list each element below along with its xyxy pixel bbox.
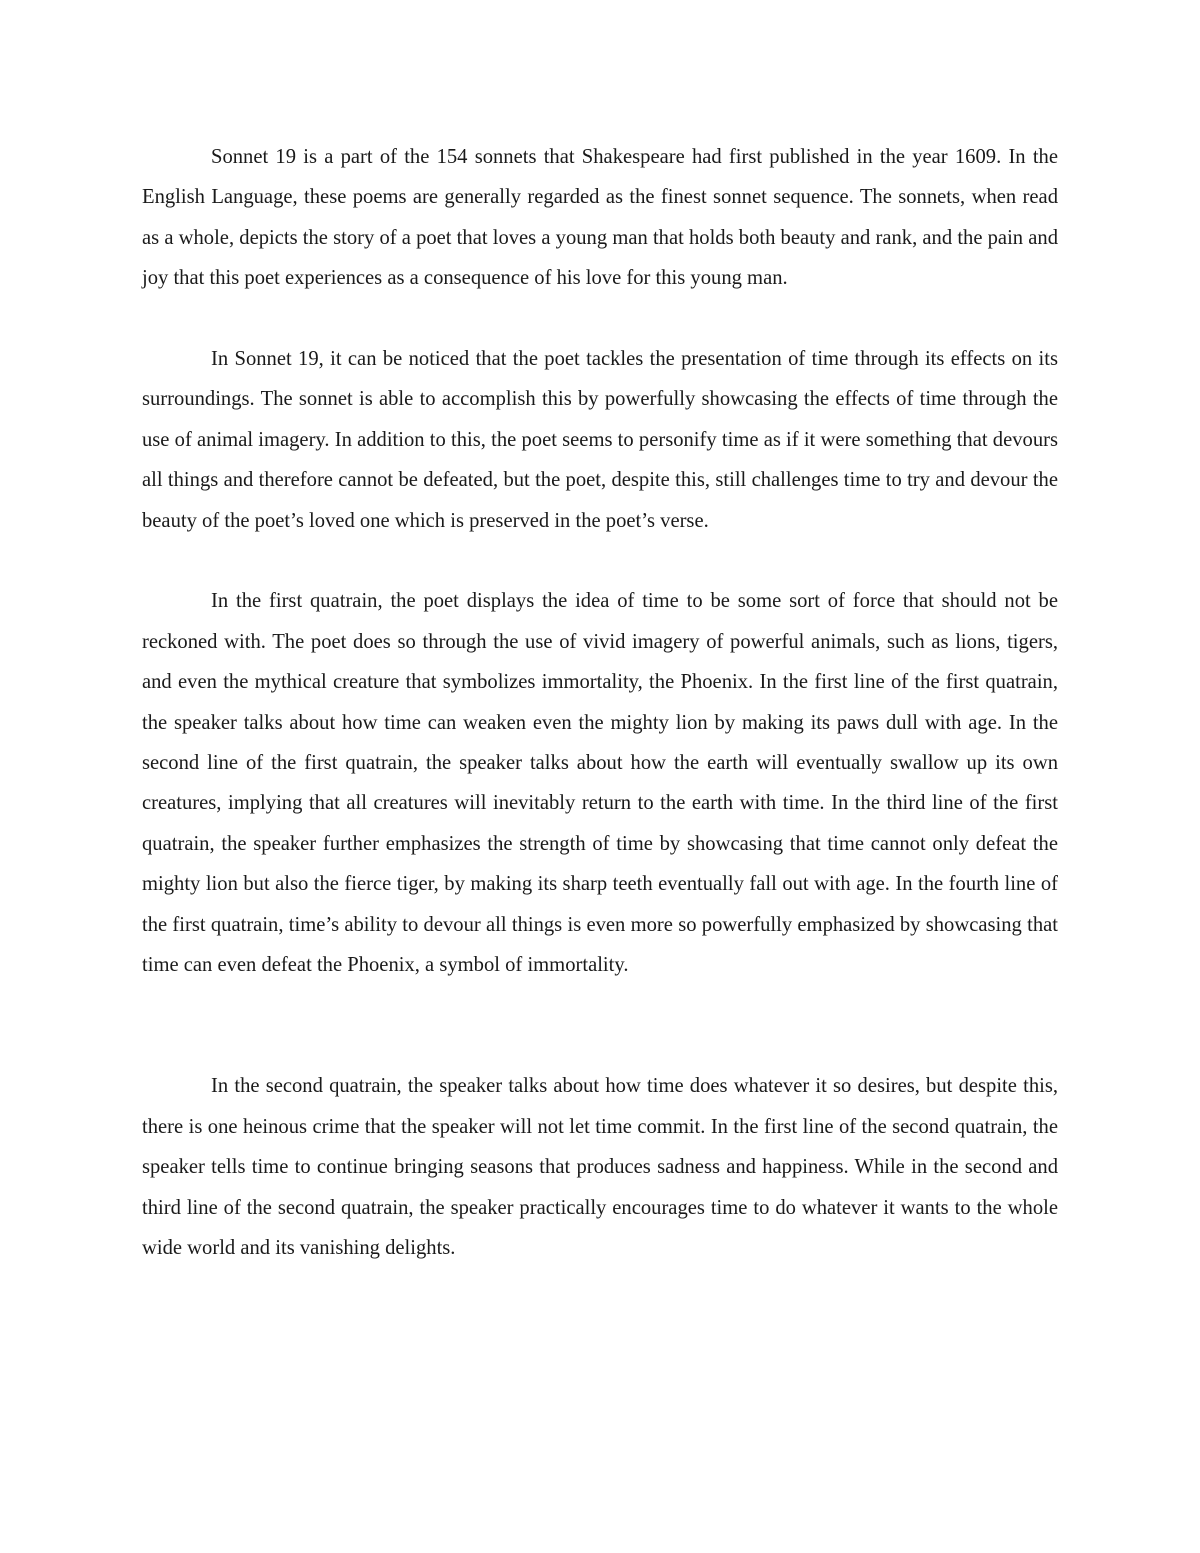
- paragraph-time-presentation: In Sonnet 19, it can be noticed that the poet tackles the presentation of time through its effects on its surroundings. The sonnet is able to accomplish this by powerfully showcasing the effects of time through the use of animal imagery. In addition to this, the poet seems to personify time as if it were something that devours all things and therefore cannot be defeated, but the poet, despite this, still challenges time to try and devour the beauty of the poet’s loved one which is preserved in the poet’s verse.: [142, 348, 1058, 532]
- paragraph-intro: Sonnet 19 is a part of the 154 sonnets that Shakespeare had first published in the year 1609. In the English Language, these poems are generally regarded as the finest sonnet sequence. The sonnets, when read as a whole, depicts the story of a poet that loves a young man that holds both beauty and rank, and the pain and joy that this poet experiences as a consequence of his love for this young man.: [142, 146, 1058, 290]
- paragraph-second-quatrain: In the second quatrain, the speaker talks about how time does whatever it so desires, but despite this, there is one heinous crime that the speaker will not let time commit. In the first line of the second quatrain, the speaker tells time to continue bringing seasons that produces sadness and happiness. While in the second and third line of the second quatrain, the speaker practically encourages time to do whatever it wants to the whole wide world and its vanishing delights.: [142, 1075, 1058, 1259]
- paragraph-first-quatrain: In the first quatrain, the poet displays the idea of time to be some sort of force that should not be reckoned with. The poet does so through the use of vivid imagery of powerful animals, such as lions, tigers, and even the mythical creature that symbolizes immortality, the Phoenix. In the first line of the first quatrain, the speaker talks about how time can weaken even the mighty lion by making its paws dull with age. In the second line of the first quatrain, the speaker talks about how the earth will eventually swallow up its own creatures, implying that all creatures will inevitably return to the earth with time. In the third line of the first quatrain, the speaker further emphasizes the strength of time by showcasing that time cannot only defeat the mighty lion but also the fierce tiger, by making its sharp teeth eventually fall out with age. In the fourth line of the first quatrain, time’s ability to devour all things is even more so powerfully emphasized by showcasing that time can even defeat the Phoenix, a symbol of immortality.: [142, 590, 1058, 977]
- document-body: [142, 137, 1058, 1268]
